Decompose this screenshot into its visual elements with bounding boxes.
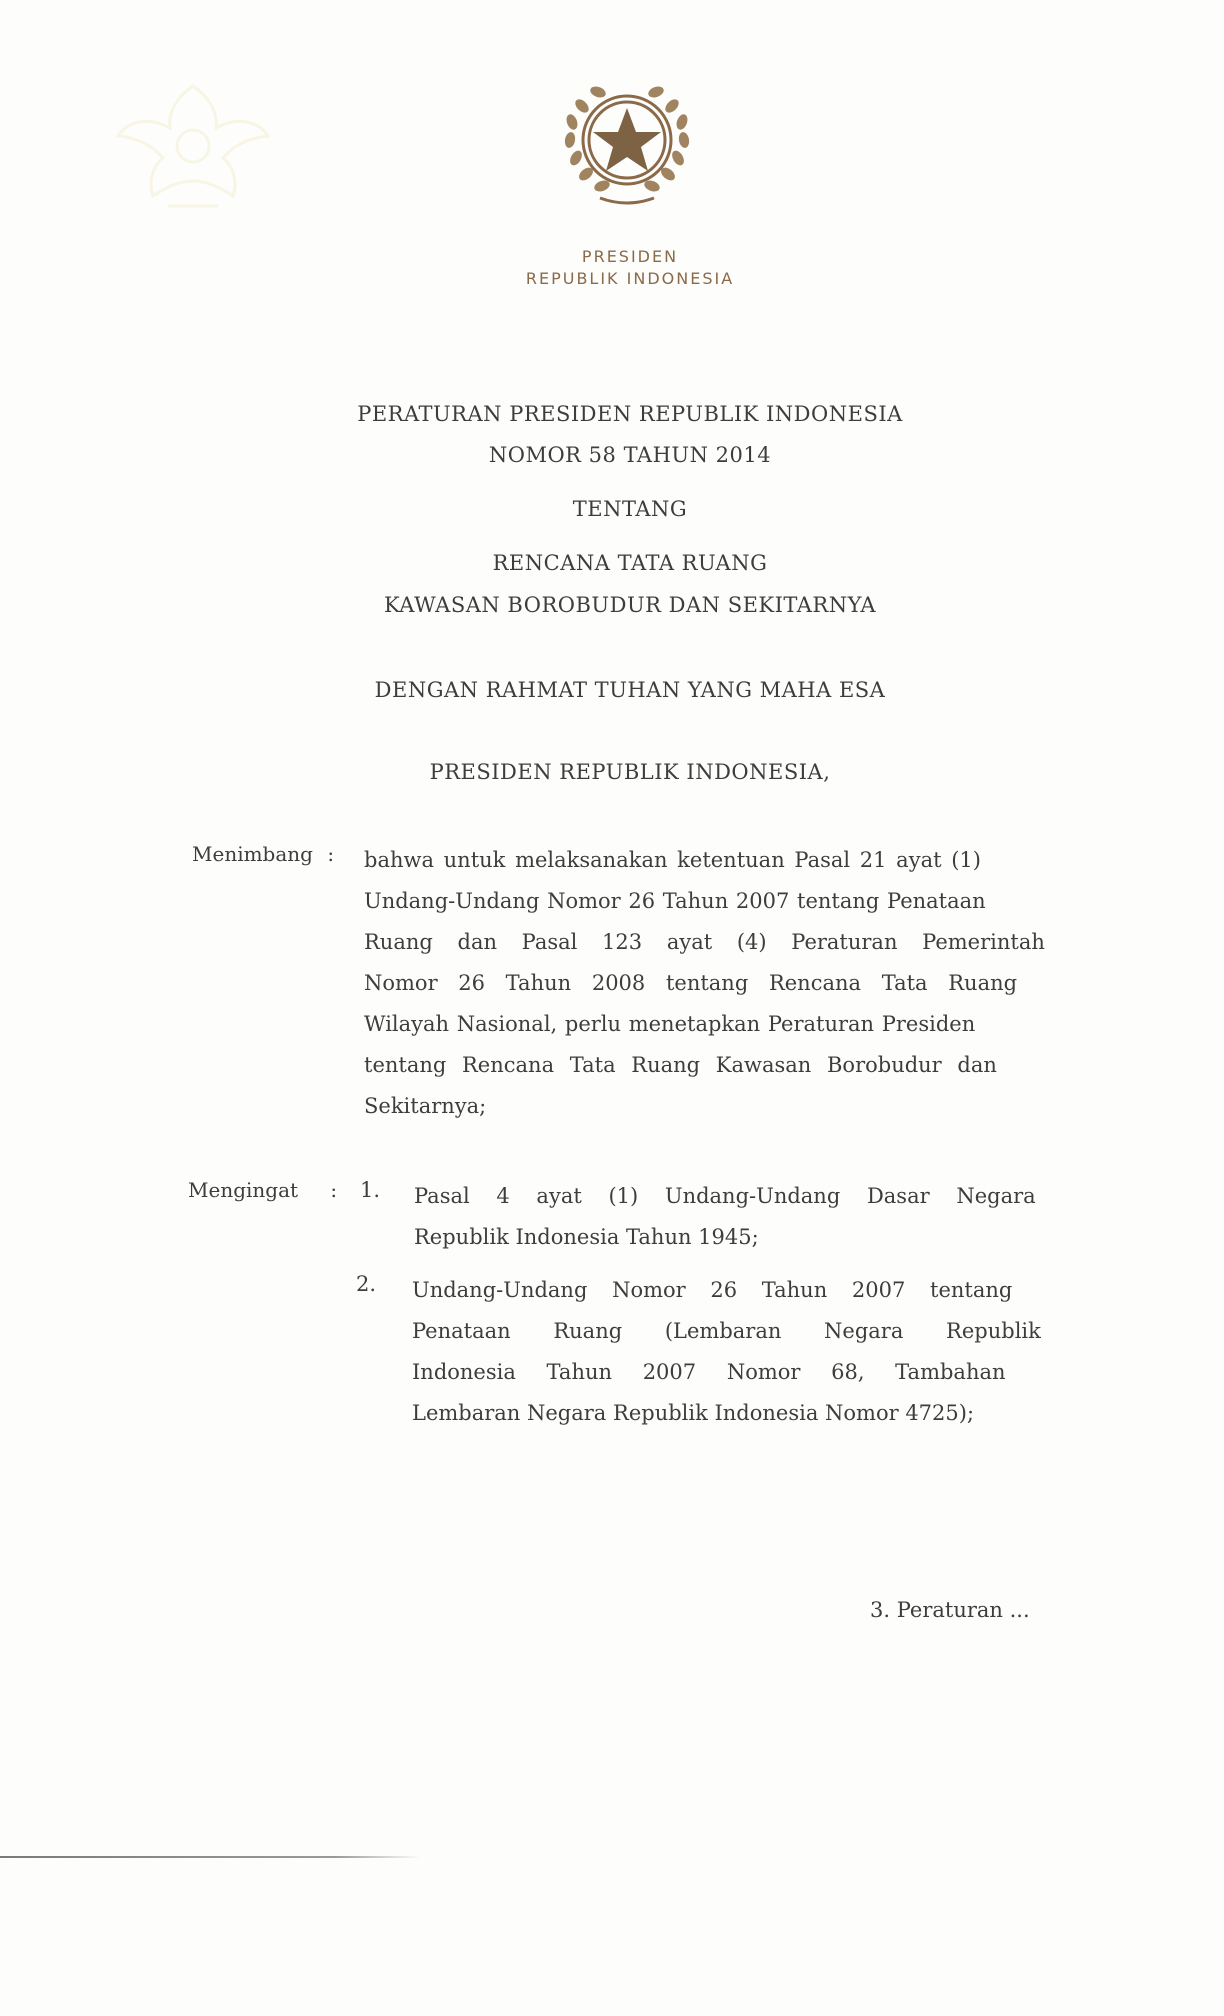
mengingat-item-1 xyxy=(414,1176,1058,1258)
mengingat-item-2-line: Penataan Ruang (Lembaran Negara Republik xyxy=(412,1319,1041,1343)
emblem-caption-presiden: PRESIDEN xyxy=(581,247,679,266)
emblem-caption-republik: REPUBLIK INDONESIA xyxy=(525,269,735,288)
menimbang-label xyxy=(192,842,334,866)
issuer: PRESIDEN REPUBLIK INDONESIA, xyxy=(429,760,831,784)
mengingat-item-1-line: Republik Indonesia Tahun 1945; xyxy=(414,1225,759,1249)
mengingat-item-2 xyxy=(412,1270,1056,1434)
menimbang-line: Sekitarnya; xyxy=(364,1094,487,1118)
subject-line-1: RENCANA TATA RUANG xyxy=(492,551,768,575)
menimbang-line: Wilayah Nasional, perlu menetapkan Peraturan Presiden xyxy=(364,1012,976,1036)
mengingat-item-2-line: Undang-Undang Nomor 26 Tahun 2007 tentang xyxy=(412,1278,1013,1302)
menimbang-line: tentang Rencana Tata Ruang Kawasan Borobudur dan xyxy=(364,1053,997,1077)
presidential-emblem-icon xyxy=(550,68,705,218)
mengingat-item-number: 1. xyxy=(360,1178,381,1202)
menimbang-label-text: Menimbang xyxy=(192,842,313,866)
menimbang-line: Undang-Undang Nomor 26 Tahun 2007 tentang Penataan xyxy=(364,889,986,913)
mengingat-label xyxy=(188,1178,337,1202)
mengingat-item-2-line: Lembaran Negara Republik Indonesia Nomor 4725); xyxy=(412,1401,975,1425)
mengingat-label-text: Mengingat xyxy=(188,1178,299,1202)
subject-line-2: KAWASAN BOROBUDUR DAN SEKITARNYA xyxy=(383,593,877,617)
mengingat-item-2-line: Indonesia Tahun 2007 Nomor 68, Tambahan xyxy=(412,1360,1006,1384)
menimbang-colon: : xyxy=(327,842,335,866)
regulation-title: PERATURAN PRESIDEN REPUBLIK INDONESIA xyxy=(357,402,903,426)
regulation-number: NOMOR 58 TAHUN 2014 xyxy=(488,443,772,467)
scan-edge-line xyxy=(0,1856,420,1858)
next-page-marker: 3. Peraturan ... xyxy=(870,1598,1030,1622)
menimbang-line: bahwa untuk melaksanakan ketentuan Pasal 21 ayat (1) xyxy=(364,848,981,872)
garuda-watermark-icon xyxy=(108,66,278,226)
mengingat-colon: : xyxy=(330,1178,338,1202)
menimbang-line: Ruang dan Pasal 123 ayat (4) Peraturan Pemerintah xyxy=(364,930,1045,954)
mengingat-item-1-line: Pasal 4 ayat (1) Undang-Undang Dasar Negara xyxy=(414,1184,1036,1208)
invocation: DENGAN RAHMAT TUHAN YANG MAHA ESA xyxy=(374,678,886,702)
tentang-heading: TENTANG xyxy=(572,497,688,521)
mengingat-item-number: 2. xyxy=(356,1272,377,1296)
menimbang-line: Nomor 26 Tahun 2008 tentang Rencana Tata Ruang xyxy=(364,971,1018,995)
emblem-caption xyxy=(460,246,800,290)
menimbang-paragraph xyxy=(364,840,1058,1127)
